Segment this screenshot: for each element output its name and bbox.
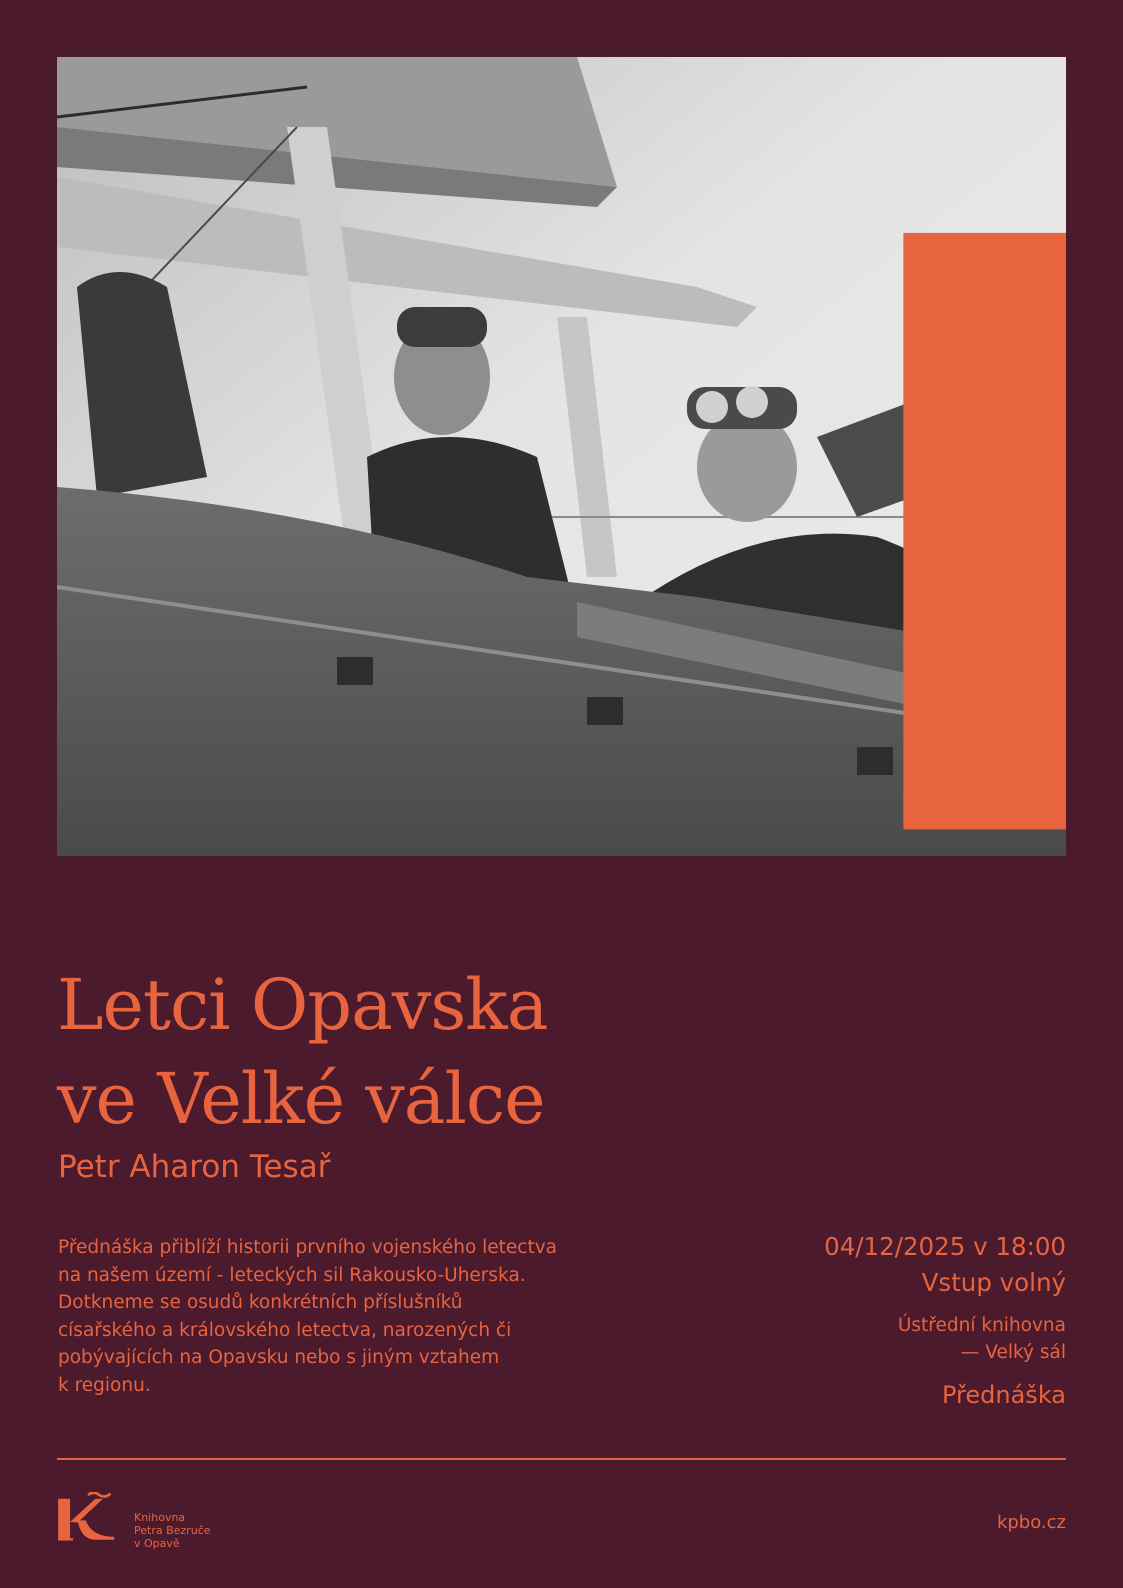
event-datetime: 04/12/2025 v 18:00	[824, 1232, 1066, 1261]
library-name-line: v Opavě	[134, 1537, 180, 1550]
library-k-logo-icon	[57, 1492, 119, 1548]
event-info	[824, 1230, 1066, 1412]
description-line: pobývajících na Opavsku nebo s jiným vztahem	[58, 1347, 500, 1368]
library-name	[134, 1511, 210, 1550]
description-line: císařského a královského letectva, narozených či	[58, 1319, 512, 1341]
library-name-line: Knihovna	[134, 1511, 186, 1524]
event-title-line-2: ve Velké válce	[57, 1058, 545, 1140]
poster-photo	[57, 57, 1066, 856]
venue-line: — Velký sál	[960, 1342, 1066, 1363]
library-name-line: Petra Bezruče	[134, 1524, 211, 1537]
description-line: Přednáška přiblíží historii prvního vojenského letectva	[58, 1237, 558, 1258]
description-line: k regionu.	[58, 1374, 151, 1396]
venue-line: Ústřední knihovna	[897, 1315, 1066, 1336]
event-venue	[824, 1312, 1066, 1366]
entry-fee: Vstup volný	[921, 1268, 1066, 1297]
speaker-name: Petr Aharon Tesař	[58, 1149, 331, 1185]
event-type: Přednáška	[942, 1381, 1066, 1409]
footer-divider	[57, 1458, 1066, 1460]
description-line: Dotkneme se osudů konkrétních příslušníků	[58, 1292, 463, 1313]
website-link[interactable]: kpbo.cz	[996, 1512, 1066, 1533]
event-title-line-1: Letci Opavska	[57, 964, 548, 1046]
event-title	[57, 958, 547, 1146]
description-line: na našem území - leteckých sil Rakousko-Uherska.	[58, 1264, 526, 1286]
library-k-logo-icon	[825, 137, 1066, 856]
event-description	[58, 1234, 658, 1399]
